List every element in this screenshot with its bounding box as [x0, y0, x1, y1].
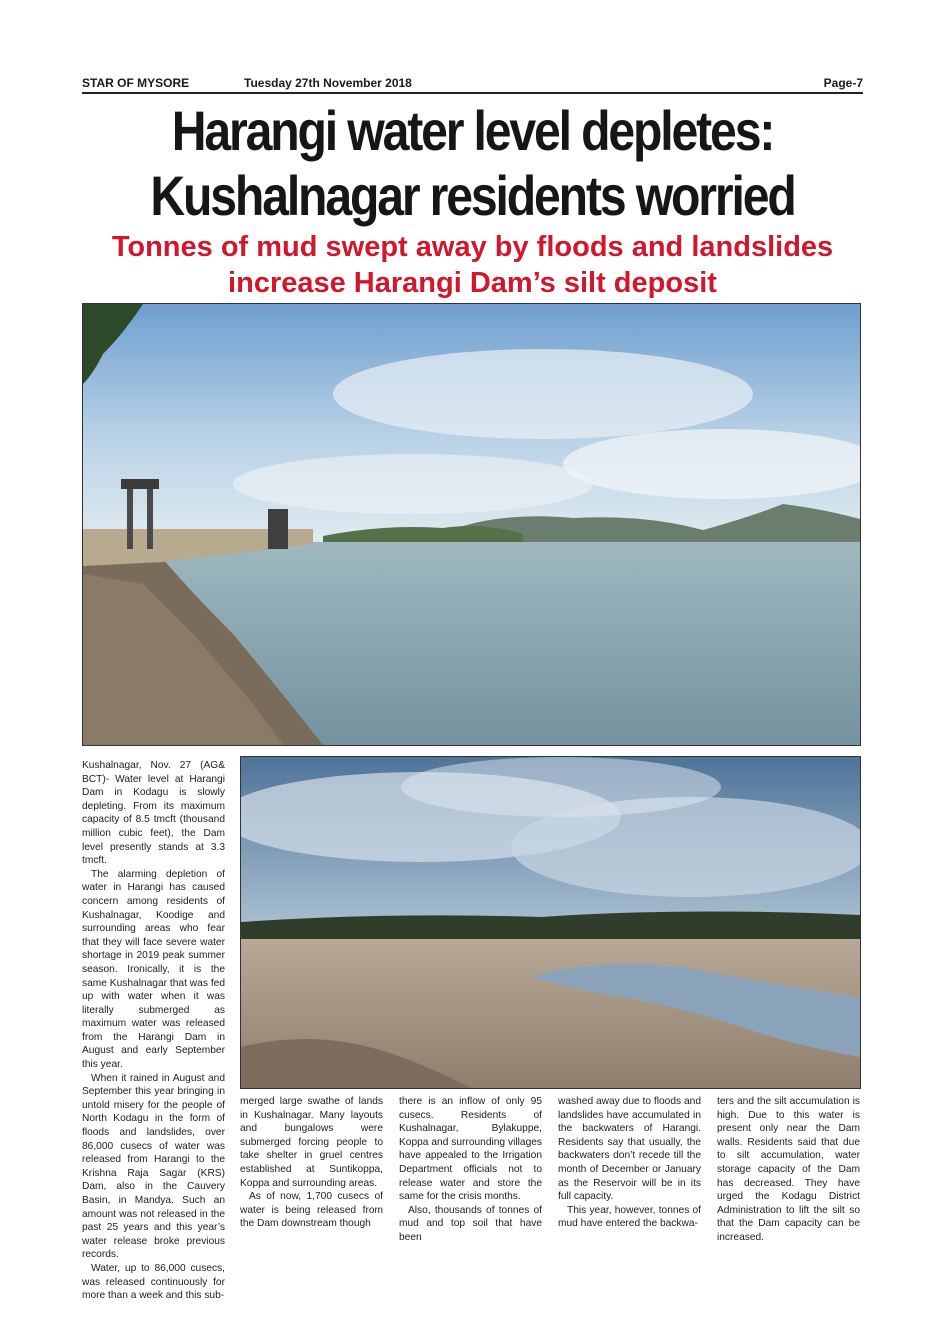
headline-line-1: Harangi water level depletes:: [171, 99, 774, 162]
article-paragraph: The alarming depletion of water in Harangi has caused concern among residents of Kushalnagar, Koodige and surrounding areas who fear that they will face severe water shortage in 2019 peak summer season. Ironically, it is the same Kushalnagar that was fed up with water when it was literally submerged as maximum water was released from the Harangi Dam in August and early September this year.: [82, 868, 225, 1071]
newspaper-name: STAR OF MYSORE: [82, 76, 190, 90]
masthead: [82, 76, 863, 93]
article-paragraph: When it rained in August and September this year bringing in untold misery for the people of North Kodagu in the form of floods and landslides, over 86,000 cusecs of water was released from Harangi to the Krishna Raja Sagar (KRS) Dam, also in the Cauvery Basin, in Mandya. Such an amount was not released in the past 25 years and this year’s water release broke previous records.: [82, 1072, 225, 1261]
article-column-3: [399, 1095, 542, 1245]
article-paragraph: Kushalnagar, Nov. 27 (AG& BCT)- Water level at Harangi Dam in Kodagu is slowly depleting. From its maximum capacity of 8.5 tmcft (thousand million cubic feet), the Dam level presently stands at 3.3 tmcft.: [82, 760, 225, 867]
article-column-2: [240, 1095, 383, 1231]
article-column-4: [558, 1095, 701, 1231]
article-paragraph: ters and the silt accumulation is high. Due to this water is present only near the Dam walls. Residents said that due to silt accumulation, water storage capacity of the Dam has decreased. They have urged the Kodagu District Administration to lift the silt so that the Dam capacity can be increased.: [717, 1096, 860, 1243]
dam-reservoir-photo: [82, 303, 861, 746]
article-column-5: [717, 1095, 860, 1245]
article-paragraph: Also, thousands of tonnes of mud and top soil that have been: [399, 1204, 542, 1243]
subheadline-line-1: Tonnes of mud swept away by floods and landslides: [111, 231, 834, 263]
article-paragraph: This year, however, tonnes of mud have entered the backwa-: [558, 1204, 701, 1230]
headline-line-2: Kushalnagar residents worried: [150, 164, 795, 227]
article-paragraph: there is an inflow of only 95 cusecs. Residents of Kushalnagar, Bylakuppe, Koppa and surrounding villages have appealed to the Irrigation Department officials not to release water and store the same for the crisis months.: [399, 1096, 542, 1203]
subheadline-line-2: increase Harangi Dam’s silt deposit: [228, 267, 717, 299]
article-paragraph: As of now, 1,700 cusecs of water is being released from the Dam downstream though: [240, 1191, 383, 1230]
page-number: Page-7: [823, 76, 863, 90]
article-paragraph: merged large swathe of lands in Kushalnagar. Many layouts and bungalows were submerged forcing people to take shelter in gruel centres established at Suntikoppa, Koppa and surrounding areas.: [240, 1096, 383, 1189]
article-paragraph: washed away due to floods and landslides have accumulated in the backwaters of Harangi. Residents say that usually, the backwaters don’t recede till the month of December or January as the Reservoir will be in its full capacity.: [558, 1096, 701, 1203]
article-paragraph: Water, up to 86,000 cusecs, was released continuously for more than a week and this sub-: [82, 1262, 225, 1302]
dry-backwaters-photo: [240, 756, 861, 1089]
issue-date: Tuesday 27th November 2018: [244, 76, 412, 90]
masthead-rule: [82, 92, 863, 94]
article-column-1: [82, 759, 225, 1303]
